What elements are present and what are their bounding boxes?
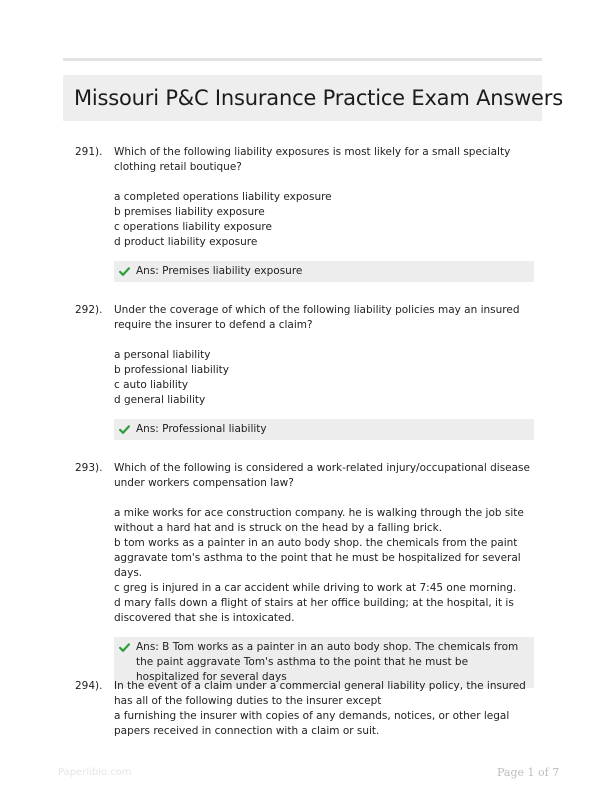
check-icon <box>119 424 130 435</box>
question-293 <box>63 461 542 688</box>
question-number: 291). <box>75 146 103 158</box>
answer-text: Ans: Premises liability exposure <box>136 265 303 277</box>
question-number: 293). <box>75 462 103 474</box>
question-text: In the event of a claim under a commercial general liability policy, the insured has all of the following duties to the insurer except <box>114 680 526 707</box>
option-b: b tom works as a painter in an auto body shop. the chemicals from the paint aggravate tom's asthma to the point that he must be hospitalized for several days. <box>114 537 521 579</box>
title-bar <box>63 75 563 121</box>
option-d: d product liability exposure <box>114 236 258 248</box>
top-divider <box>63 58 542 61</box>
option-d: d mary falls down a flight of stairs at her office building; at the hospital, it is discovered that she is intoxicated. <box>114 597 514 624</box>
page-indicator: Page 1 of 7 <box>497 766 560 779</box>
question-292 <box>63 303 542 440</box>
answer-box <box>114 261 534 282</box>
option-c: c operations liability exposure <box>114 221 272 233</box>
question-text: Under the coverage of which of the following liability policies may an insured require the insurer to defend a claim? <box>114 304 520 331</box>
answer-text: Ans: B Tom works as a painter in an auto body shop. The chemicals from the paint aggravate Tom's asthma to the point that he must be hospitalized for several days <box>136 641 519 683</box>
question-291 <box>63 145 542 282</box>
option-c: c auto liability <box>114 379 189 391</box>
option-b: b professional liability <box>114 364 229 376</box>
option-a: a mike works for ace construction company. he is walking through the job site without a hard hat and is struck on the head by a falling brick. <box>114 507 524 534</box>
footer-watermark: Paperlibio.com <box>58 767 132 778</box>
check-icon <box>119 642 130 653</box>
option-c: c greg is injured in a car accident while driving to work at 7:45 one morning. <box>114 582 517 594</box>
question-number: 292). <box>75 304 103 316</box>
page-title: Missouri P&C Insurance Practice Exam Answers <box>74 86 563 110</box>
question-text: Which of the following liability exposures is most likely for a small specialty clothing retail boutique? <box>114 146 511 173</box>
option-d: d general liability <box>114 394 206 406</box>
question-number: 294). <box>75 680 103 692</box>
option-b: b premises liability exposure <box>114 206 265 218</box>
option-a: a furnishing the insurer with copies of any demands, notices, or other legal papers received in connection with a claim or suit. <box>114 710 510 737</box>
question-text: Which of the following is considered a work-related injury/occupational disease under workers compensation law? <box>114 462 530 489</box>
option-a: a completed operations liability exposure <box>114 191 332 203</box>
check-icon <box>119 266 130 277</box>
answer-box <box>114 419 534 440</box>
option-a: a personal liability <box>114 349 211 361</box>
question-294 <box>63 679 542 739</box>
answer-text: Ans: Professional liability <box>136 423 267 435</box>
